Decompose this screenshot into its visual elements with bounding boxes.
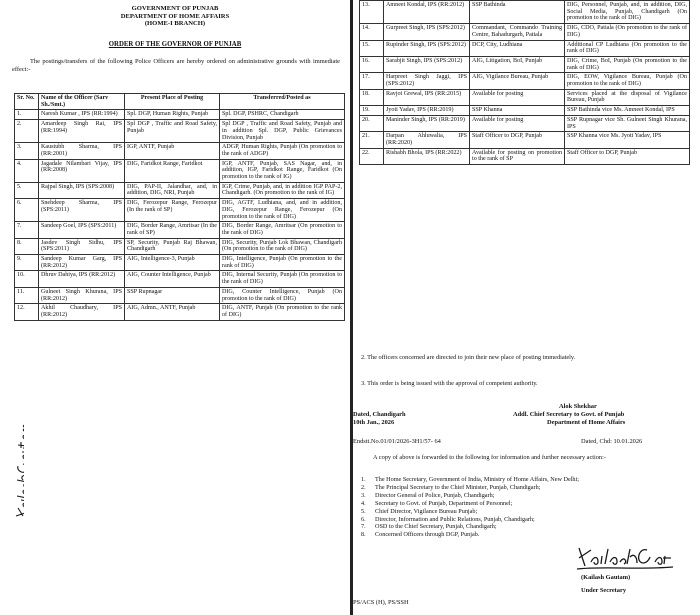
table-row — [15, 255, 345, 271]
list-item-text: Secretary to Govt. of Punjab, Department of Personnel; — [375, 499, 513, 507]
cell-officer-name: Dhruv Dahiya, IPS (RR:2012) — [39, 271, 125, 287]
cell-officer-name: Sandeep Kumar Garg, IPS (RR:2012) — [39, 255, 125, 271]
cell-present-posting: AIG, Vigilance Bureau, Punjab — [470, 73, 565, 89]
endorsement-list-item — [361, 523, 691, 531]
right-page — [353, 0, 700, 615]
cell-present-posting: DCP, City, Ludhiana — [470, 40, 565, 56]
cell-sr: 16. — [360, 56, 384, 72]
table-row — [360, 115, 690, 131]
cell-sr: 3. — [15, 143, 39, 159]
order-title: ORDER OF THE GOVERNOR OF PUNJAB — [108, 41, 242, 48]
header-line-1: GOVERNMENT OF PUNJAB — [131, 5, 219, 12]
cell-sr: 21. — [360, 132, 384, 148]
footer-copy-to: PS/ACS (H), PS/SSH — [353, 599, 409, 606]
cell-sr: 2. — [15, 120, 39, 143]
cell-officer-name: Rupinder Singh, IPS (SPS:2012) — [384, 40, 470, 56]
table-row — [15, 199, 345, 222]
table-row — [15, 222, 345, 238]
cell-present-posting: Available for posting — [470, 89, 565, 105]
cell-sr: 5. — [15, 182, 39, 198]
table-row — [360, 106, 690, 116]
cell-present-posting: AIG, Litigation, BoI, Punjab — [470, 56, 565, 72]
cell-transferred-posted: IGP, Crime, Punjab, and, in addition IGP PAP-2, Chandigarh. (On promotion to the rank of IG) — [220, 182, 345, 198]
table-row — [360, 89, 690, 105]
cell-transferred-posted: DIG, CDO, Patiala (On promotion to the rank of DIG) — [565, 24, 690, 40]
cell-present-posting: DIG, Border Range, Amritsar (In the rank of SP) — [125, 222, 220, 238]
cell-officer-name: Sandeep Goel, IPS (SPS:2011) — [39, 222, 125, 238]
kailash-gautam-signature-right — [575, 544, 675, 572]
cell-sr: 7. — [15, 222, 39, 238]
signatory-department: Department of Home Affairs — [547, 419, 626, 426]
endorsement-number: Endstt.No.01/01/2026-3H1/57- 64 — [353, 438, 441, 445]
table-row — [15, 182, 345, 198]
cell-transferred-posted: SSP Rupnagar vice Sh. Gulneet Singh Khurana, IPS — [565, 115, 690, 131]
cell-officer-name: Ravjot Grewal, IPS (RR:2015) — [384, 89, 470, 105]
cell-transferred-posted: SSP Bathinda vice Ms. Amneet Kondal, IPS — [565, 106, 690, 116]
table-row — [15, 143, 345, 159]
cell-sr: 4. — [15, 159, 39, 182]
list-item-number: 8. — [361, 531, 366, 539]
cell-sr: 10. — [15, 271, 39, 287]
cell-transferred-posted: Staff Officer to DGP, Punjab — [565, 148, 690, 164]
cell-present-posting: Commandant, Commando Training Centre, Bahadurgarh, Patiala — [470, 24, 565, 40]
cell-transferred-posted: DIG, Security, Punjab Lok Bhawan, Chandigarh (On promotion to the rank of DIG) — [220, 238, 345, 254]
list-item-text: Concerned Officers through DGP, Punjab. — [375, 531, 480, 539]
cell-present-posting: Available for posting on promotion to the rank of SP — [470, 148, 565, 164]
cell-sr: 19. — [360, 106, 384, 116]
paragraph-3: 3. This order is being issued with the approval of competent authority. — [361, 380, 538, 387]
cell-officer-name: Jasdev Singh Sidhu, IPS (SPS:2011) — [39, 238, 125, 254]
list-item-text: OSD to the Chief Secretary, Punjab, Chandigarh; — [375, 523, 497, 531]
table-row — [15, 238, 345, 254]
cell-officer-name: Maninder Singh, IPS (RR:2019) — [384, 115, 470, 131]
endorsement-list-item — [361, 500, 691, 508]
list-item-number: 2. — [361, 483, 366, 491]
table-row — [360, 73, 690, 89]
list-item-number: 3. — [361, 491, 366, 499]
cell-present-posting: AIG, Counter Intelligence, Punjab — [125, 271, 220, 287]
cell-present-posting: Available for posting — [470, 115, 565, 131]
postings-table-part-2 — [359, 0, 690, 165]
cell-officer-name: Naresh Kumar , IPS (RR:1994) — [39, 110, 125, 120]
cell-sr: 9. — [15, 255, 39, 271]
cell-present-posting: SSP Khanna — [470, 106, 565, 116]
cell-transferred-posted: DIG, Border Range, Amritsar (On promotion to the rank of DIG) — [220, 222, 345, 238]
cell-sr: 12. — [15, 304, 39, 320]
cell-present-posting: DIG, Ferozepur Range, Ferozepur (In the rank of SP) — [125, 199, 220, 222]
cell-transferred-posted: DIG, Intelligence, Punjab (On promotion to the rank of DIG) — [220, 255, 345, 271]
header-line-3: (HOME-I BRANCH) — [144, 20, 206, 28]
cell-officer-name: Snehdeep Sharma, IPS (SPS:2011) — [39, 199, 125, 222]
cell-transferred-posted: DIG, ANTF, Punjab (On promotion to the rank of DIG) — [220, 304, 345, 320]
cell-sr: 1. — [15, 110, 39, 120]
list-item-number: 4. — [361, 499, 366, 507]
table-row — [15, 110, 345, 120]
table-row — [15, 271, 345, 287]
cell-present-posting: SSP Bathinda — [470, 1, 565, 24]
cell-present-posting: Staff Officer to DGP, Punjab — [470, 132, 565, 148]
cell-present-posting: AIG, Intelligence-3, Punjab — [125, 255, 220, 271]
postings-table-part-1 — [14, 93, 345, 321]
cell-officer-name: Kaustubh Sharma, IPS (RR:2001) — [39, 143, 125, 159]
cell-officer-name: Gulneet Singh Khurana, IPS (RR:2012) — [39, 287, 125, 303]
kailash-gautam-signature-left — [0, 400, 24, 520]
table-row — [15, 304, 345, 320]
list-item-text: Director, Information and Public Relations, Punjab, Chandigarh; — [375, 515, 535, 523]
signatory-designation: Addl. Chief Secretary to Govt. of Punjab — [513, 411, 625, 418]
endorsement-list — [361, 476, 691, 539]
list-item-text: The Home Secretary, Government of India, Ministry of Home Affairs, New Delhi; — [375, 476, 579, 483]
cell-transferred-posted: Additional CP Ludhiana (On promotion to the rank of DIG) — [565, 40, 690, 56]
cell-officer-name: Rishabh Bhola, IPS (RR:2022) — [384, 148, 470, 164]
table-header-row — [15, 94, 345, 110]
cell-officer-name: Rajpal Singh, IPS (SPS:2008) — [39, 182, 125, 198]
table-row — [360, 1, 690, 24]
cell-transferred-posted: SSP Khanna vice Ms. Jyoti Yadav, IPS — [565, 132, 690, 148]
under-secretary-name: (Kailash Gautam) — [581, 574, 631, 581]
cell-present-posting: DIG, PAP-II, Jalandhar, and, in addition, DIG, NRI, Punjab — [125, 182, 220, 198]
cell-officer-name: Akhil Chaudhary, IPS (RR:2012) — [39, 304, 125, 320]
table-row — [360, 24, 690, 40]
header-present: Present Place of Posting — [125, 94, 220, 110]
endorsement-list-item — [361, 531, 691, 539]
intro-paragraph: The postings/transfers of the following Police Officers are hereby ordered on administrative grounds with immediate effect:- — [12, 58, 340, 73]
cell-officer-name: Gurpreet Singh, IPS (SPS:2012) — [384, 24, 470, 40]
cell-present-posting: Spl. DGP, Human Rights, Punjab — [125, 110, 220, 120]
cell-officer-name: Sarabjit Singh, IPS (SPS:2012) — [384, 56, 470, 72]
list-item-number: 6. — [361, 515, 366, 523]
cell-officer-name: Darpan Ahluwalia, IPS (RR:2020) — [384, 132, 470, 148]
table-row — [15, 287, 345, 303]
cell-transferred-posted: DIG, Counter Intelligence, Punjab (On promotion to the rank of DIG) — [220, 287, 345, 303]
cell-present-posting: SSP Rupnagar — [125, 287, 220, 303]
table-row — [360, 40, 690, 56]
cell-sr: 22. — [360, 148, 384, 164]
cell-transferred-posted: DIG, Internal Security, Punjab (On promotion to the rank of DIG) — [220, 271, 345, 287]
endorsement-list-item — [361, 508, 691, 516]
endorsement-list-item — [361, 492, 691, 500]
list-item-number: 1. — [361, 476, 366, 483]
table-row — [360, 132, 690, 148]
cell-present-posting: SP, Security, Punjab Raj Bhawan, Chandigarh — [125, 238, 220, 254]
cell-present-posting: IGP, ANTF, Punjab — [125, 143, 220, 159]
cell-transferred-posted: DIG, AGTF, Ludhiana, and, and in addition, DIG, Ferozepur Range, Ferozepur (On promotion to the rank of DIG) — [220, 199, 345, 222]
endorsement-date: Dated, Chd: 10.01.2026 — [581, 438, 643, 445]
cell-sr: 17. — [360, 73, 384, 89]
cell-sr: 14. — [360, 24, 384, 40]
cell-present-posting: DIG, Faridkot Range, Faridkot — [125, 159, 220, 182]
table-row — [360, 148, 690, 164]
cell-officer-name: Amneet Kondal, IPS (RR:2012) — [384, 1, 470, 24]
table-row — [360, 56, 690, 72]
cell-present-posting: AIG, Admn., ANTF, Punjab — [125, 304, 220, 320]
endorsement-list-item — [361, 516, 691, 524]
cell-transferred-posted: DIG, EOW, Vigilance Bureau, Punjab (On promotion to the rank of DIG) — [565, 73, 690, 89]
cell-present-posting: Spl DGP , Traffic and Road Safety, Punjab — [125, 120, 220, 143]
cell-transferred-posted: Spl DGP , Traffic and Road Safety, Punjab and in addition Spl. DGP, Public Grievances Division, Punjab — [220, 120, 345, 143]
government-header — [0, 5, 350, 28]
header-name: Name of the Officer (Sarv Sh./Smt.) — [39, 94, 125, 110]
cell-sr: 11. — [15, 287, 39, 303]
cell-officer-name: Harpreet Singh Jaggi, IPS (SPS:2012) — [384, 73, 470, 89]
cell-transferred-posted: Services placed at the disposal of Vigilance Bureau, Punjab — [565, 89, 690, 105]
cell-officer-name: Jyoti Yadav, IPS (RR:2019) — [384, 106, 470, 116]
cell-sr: 20. — [360, 115, 384, 131]
dated-place — [353, 411, 406, 419]
cell-officer-name: Amardeep Singh Rai, IPS (RR:1994) — [39, 120, 125, 143]
paragraph-2: 2. The officers concerned are directed to join their new place of posting immediately. — [361, 354, 576, 361]
dated-date: 10th Jan., 2026 — [353, 419, 395, 426]
list-item-number: 5. — [361, 507, 366, 515]
cell-transferred-posted: Spl. DGP, PSHRC, Chandigarh — [220, 110, 345, 120]
cell-sr: 15. — [360, 40, 384, 56]
header-transferred: Transferred/Posted as — [220, 94, 345, 110]
list-item-text: Director General of Police, Punjab, Chandigarh; — [375, 491, 495, 499]
cell-sr: 6. — [15, 199, 39, 222]
table-row — [15, 120, 345, 143]
cell-officer-name: Jagadale Nilambari Vijay, IPS (RR:2008) — [39, 159, 125, 182]
dated-place-label: Dated, Chandigarh — [353, 411, 406, 418]
cell-transferred-posted: IGP, ANTF, Punjab, SAS Nagar, and, in addition, IGP, Faridkot Range, Faridkot (On promotion to the rank of IG) — [220, 159, 345, 182]
list-item-text: Chief Director, Vigilance Bureau Punjab; — [375, 507, 478, 515]
table-row — [15, 159, 345, 182]
under-secretary-designation: Under Secretary — [581, 587, 627, 594]
header-line-2: DEPARTMENT OF HOME AFFAIRS — [120, 12, 230, 20]
cell-transferred-posted: DIG, Personnel, Punjab, and, in addition, DIG, Social Media, Punjab, Chandigarh (On promotion to the rank of DIG) — [565, 1, 690, 24]
cell-transferred-posted: ADGP, Human Rights, Punjab (On promotion to the rank of ADGP) — [220, 143, 345, 159]
cell-sr: 18. — [360, 89, 384, 105]
endorsement-intro: A copy of above is forwarded to the following for information and further necessary action:- — [373, 454, 606, 461]
list-item-text: The Principal Secretary to the Chief Minister, Punjab, Chandigarh; — [375, 483, 541, 491]
endorsement-list-item — [361, 476, 691, 484]
header-sr: Sr. No. — [15, 94, 39, 110]
endorsement-list-item — [361, 484, 691, 492]
cell-sr: 13. — [360, 1, 384, 24]
cell-transferred-posted: DIG, Crime, BoI, Punjab (On promotion to the rank of DIG) — [565, 56, 690, 72]
signatory-name: Alok Shekhar — [559, 403, 597, 410]
list-item-number: 7. — [361, 523, 366, 531]
cell-sr: 8. — [15, 238, 39, 254]
